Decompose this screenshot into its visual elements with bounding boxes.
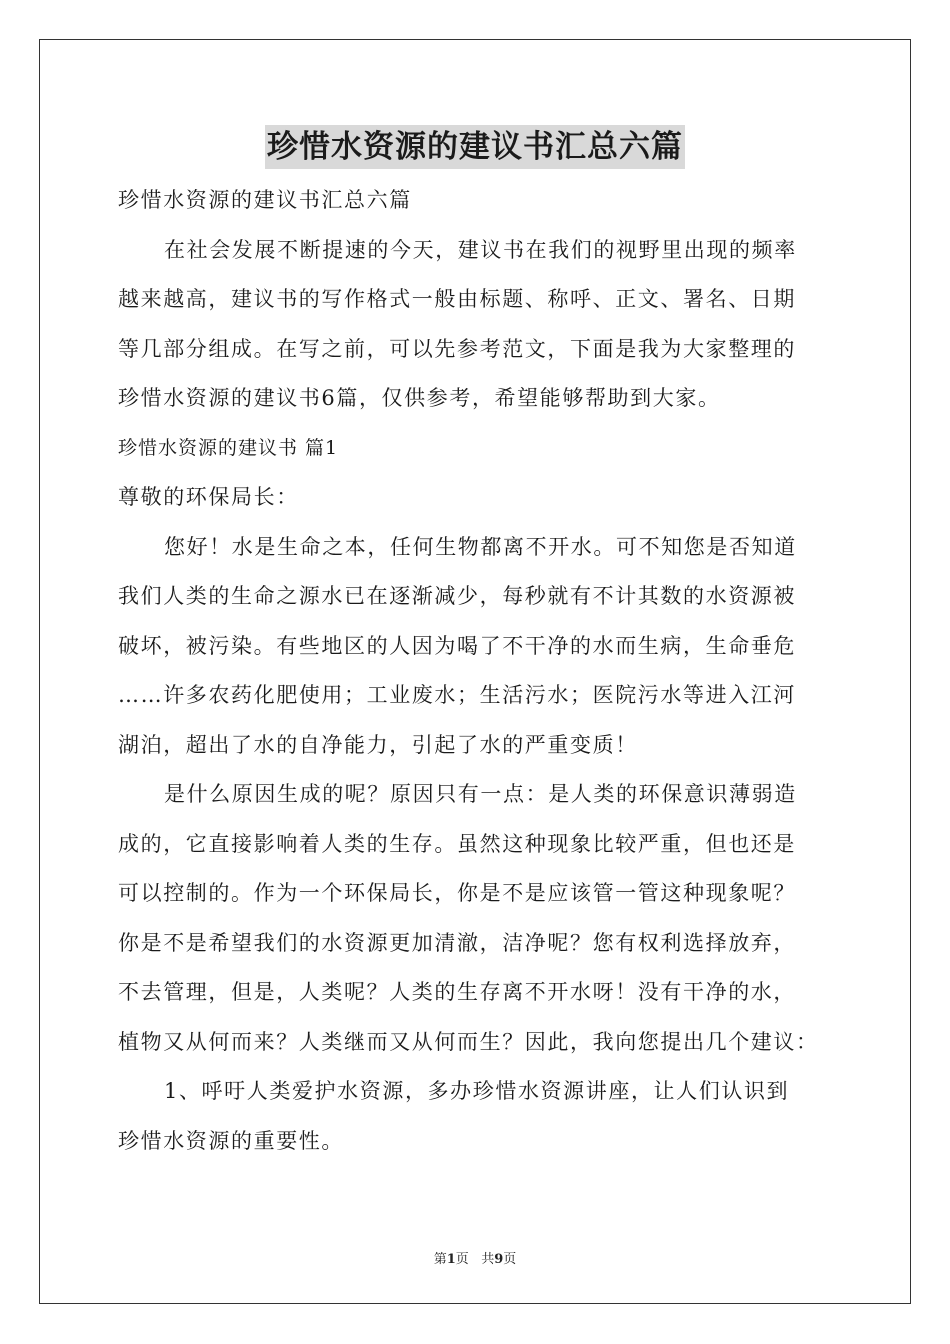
body-paragraph-line: 成的，它直接影响着人类的生存。虽然这种现象比较严重，但也还是 [118,831,796,856]
total-page-count: 9 [494,1252,504,1267]
body-paragraph-line: 是什么原因生成的呢？原因只有一点：是人类的环保意识薄弱造 [164,782,797,806]
body-paragraph-line: 你是不是希望我们的水资源更加清澈，洁净呢？您有权利选择放弃， [118,930,796,955]
body-paragraph-line: 不去管理，但是，人类呢？人类的生存离不开水呀！没有干净的水， [118,980,796,1004]
document-title-text: 珍惜水资源的建议书汇总六篇 [265,125,685,169]
body-paragraph-line: 植物又从何而来？人类继而又从何而生？因此，我向您提出几个建议： [118,1029,819,1054]
subtitle-line: 珍惜水资源的建议书汇总六篇 [118,188,412,212]
current-page-number: 1 [446,1252,456,1267]
total-pages-suffix: 页 [503,1252,517,1267]
suggestion-line: 1、呼吁人类爱护水资源，多办珍惜水资源讲座，让人们认识到 [164,1079,790,1103]
page-number-prefix: 第 [433,1252,447,1267]
intro-paragraph-line: 珍惜水资源的建议书6篇，仅供参考，希望能够帮助到大家。 [118,386,721,410]
body-paragraph-line: 我们人类的生命之源水已在逐渐减少，每秒就有不计其数的水资源被 [118,584,796,608]
suggestion-line: 珍惜水资源的重要性。 [118,1128,344,1153]
document-body [118,176,838,1166]
body-paragraph-line: 您好！水是生命之本，任何生物都离不开水。可不知您是否知道 [164,534,797,559]
page-footer [0,1248,950,1267]
section-heading: 珍惜水资源的建议书 篇1 [118,436,339,459]
intro-paragraph-line: 越来越高，建议书的写作格式一般由标题、称呼、正文、署名、日期 [118,287,796,311]
body-paragraph-line: 破坏，被污染。有些地区的人因为喝了不干净的水而生病，生命垂危 [118,633,796,658]
intro-paragraph-line: 等几部分组成。在写之前，可以先参考范文，下面是我为大家整理的 [118,336,796,361]
body-paragraph-line: ……许多农药化肥使用；工业废水；生活污水；医院污水等进入江河 [118,683,796,707]
salutation: 尊敬的环保局长： [118,485,299,509]
intro-paragraph-line: 在社会发展不断提速的今天，建议书在我们的视野里出现的频率 [164,237,797,262]
document-title [0,125,950,169]
body-paragraph-line: 可以控制的。作为一个环保局长，你是不是应该管一管这种现象呢？ [118,881,796,905]
total-pages-prefix: 共 [481,1252,495,1267]
body-paragraph-line: 湖泊，超出了水的自净能力，引起了水的严重变质！ [118,732,638,757]
page-number-suffix: 页 [455,1252,469,1267]
